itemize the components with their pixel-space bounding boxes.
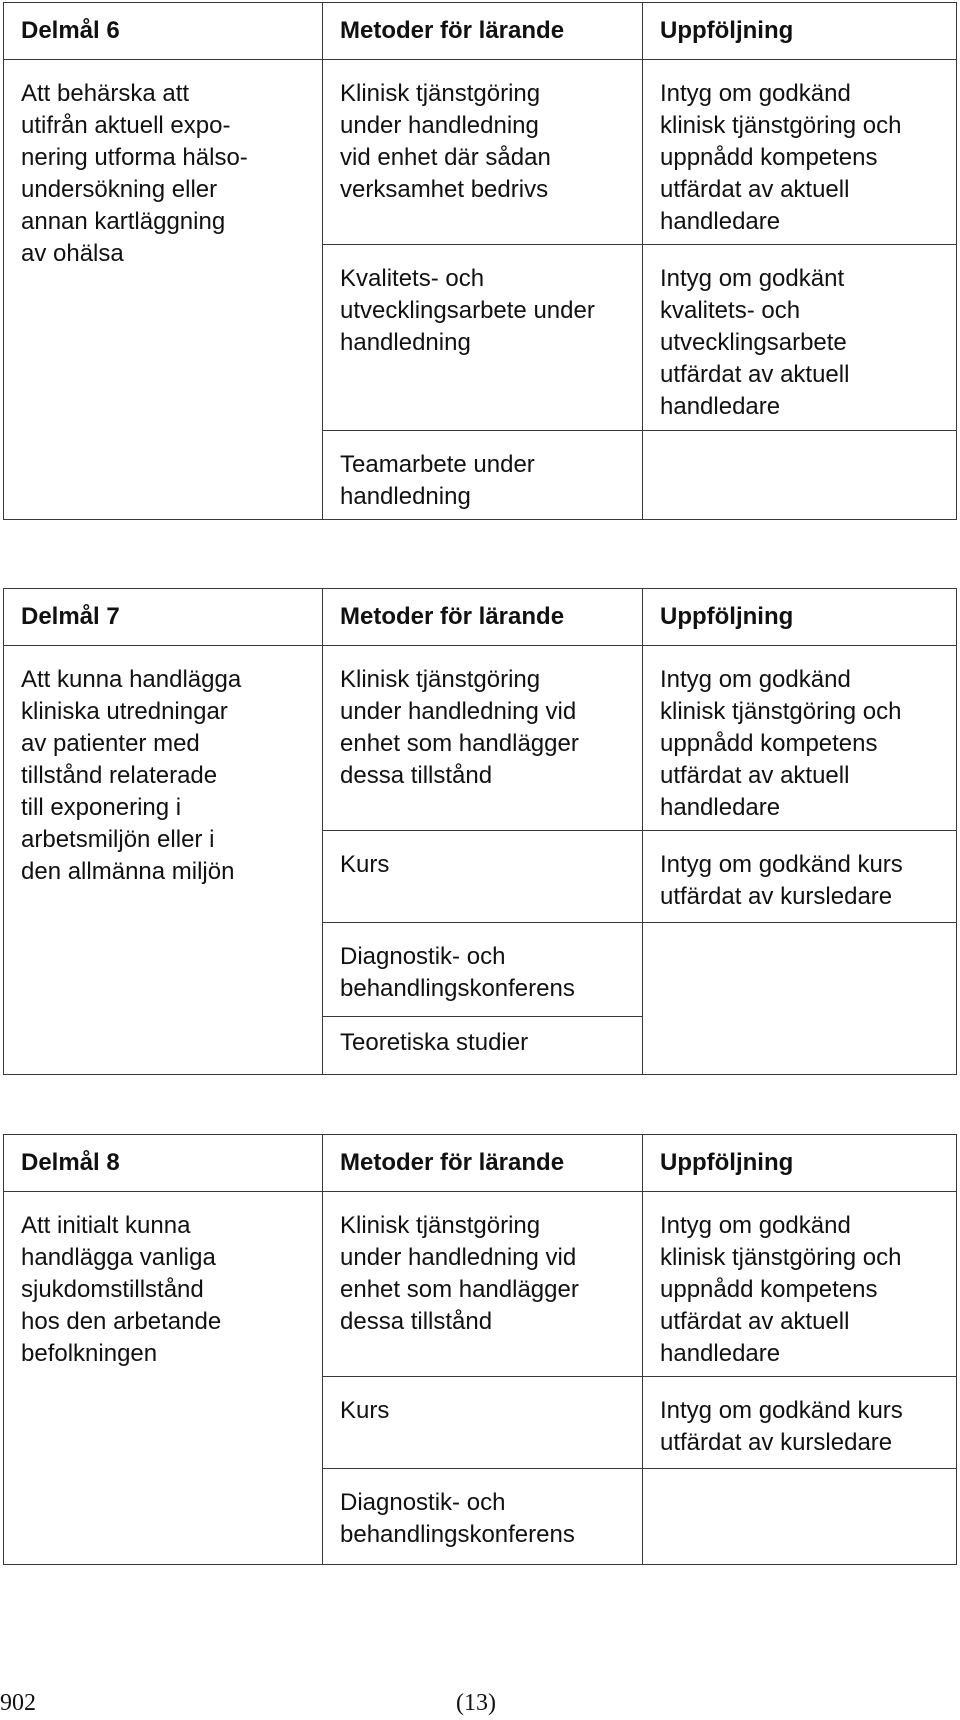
followup-text: Intyg om godkänd kurs utfärdat av kursledare [660,1397,903,1456]
followup-heading: Uppföljning [660,17,794,44]
method-cell [323,1017,643,1075]
delmal-6-table [3,2,957,520]
header-cell [323,1135,643,1192]
followup-cell [643,923,957,1017]
followup-text: Intyg om godkänd klinisk tjänstgöring och uppnådd kompetens utfärdat av aktuell handledare [660,1212,902,1367]
table-header-row [4,589,957,646]
followup-heading: Uppföljning [660,603,794,630]
header-cell [643,589,957,646]
header-cell [4,1135,323,1192]
followup-cell [643,1469,957,1565]
method-cell [323,1469,643,1565]
method-text: Klinisk tjänstgöring under handledning vid enhet som handlägger dessa tillstånd [340,1212,579,1335]
methods-heading: Metoder för lärande [340,1149,565,1176]
method-cell [323,923,643,1017]
followup-cell [643,431,957,520]
header-cell [4,589,323,646]
method-cell [323,1377,643,1469]
header-cell [643,3,957,60]
table-row [4,60,957,245]
table-row [4,1192,957,1377]
goal-cell [4,60,323,520]
followup-cell [643,245,957,431]
header-cell [323,3,643,60]
goal-heading: Delmål 6 [21,17,120,44]
method-text: Teamarbete under handledning [340,451,535,510]
followup-text [643,1017,956,1041]
followup-cell [643,1017,957,1075]
followup-text [643,1469,956,1493]
header-cell [4,3,323,60]
delmal-8-table [3,1134,957,1565]
followup-cell [643,646,957,831]
method-text: Diagnostik- och behandlingskonferens [340,943,575,1002]
goal-text: Att behärska att utifrån aktuell expo- nering utforma hälso- undersökning eller annan kartläggning av ohälsa [21,80,248,267]
goal-heading: Delmål 7 [21,603,120,630]
method-cell [323,1192,643,1377]
followup-text [643,431,956,455]
method-cell [323,646,643,831]
section-number: (13) [456,1690,496,1716]
method-text: Kurs [340,851,390,878]
method-text: Klinisk tjänstgöring under handledning vid enhet där sådan verksamhet bedrivs [340,80,551,203]
method-text: Kvalitets- och utvecklingsarbete under handledning [340,265,595,356]
goal-text: Att kunna handlägga kliniska utredningar av patienter med tillstånd relaterade till exponering i arbetsmiljön eller i den allmänna miljön [21,666,242,885]
goal-cell [4,646,323,1075]
method-cell [323,831,643,923]
goal-cell [4,1192,323,1565]
followup-cell [643,1192,957,1377]
followup-cell [643,1377,957,1469]
method-cell [323,245,643,431]
followup-text: Intyg om godkänt kvalitets- och utvecklingsarbete utfärdat av aktuell handledare [660,265,850,420]
delmal-7-table [3,588,957,1075]
followup-text: Intyg om godkänd klinisk tjänstgöring och uppnådd kompetens utfärdat av aktuell handledare [660,666,902,821]
header-cell [323,589,643,646]
method-text: Teoretiska studier [340,1029,529,1056]
method-text: Klinisk tjänstgöring under handledning vid enhet som handlägger dessa tillstånd [340,666,579,789]
followup-cell [643,60,957,245]
method-text: Diagnostik- och behandlingskonferens [340,1489,575,1548]
method-cell [323,431,643,520]
page-number: 902 [0,1690,36,1716]
method-cell [323,60,643,245]
followup-text: Intyg om godkänd kurs utfärdat av kursledare [660,851,903,910]
methods-heading: Metoder för lärande [340,17,565,44]
method-text: Kurs [340,1397,390,1424]
table-header-row [4,1135,957,1192]
header-cell [643,1135,957,1192]
followup-heading: Uppföljning [660,1149,794,1176]
table-header-row [4,3,957,60]
methods-heading: Metoder för lärande [340,603,565,630]
followup-text [643,923,956,947]
goal-text: Att initialt kunna handlägga vanliga sjukdomstillstånd hos den arbetande befolkningen [21,1212,222,1367]
followup-cell [643,831,957,923]
table-row [4,646,957,831]
followup-text: Intyg om godkänd klinisk tjänstgöring och uppnådd kompetens utfärdat av aktuell handledare [660,80,902,235]
goal-heading: Delmål 8 [21,1149,120,1176]
